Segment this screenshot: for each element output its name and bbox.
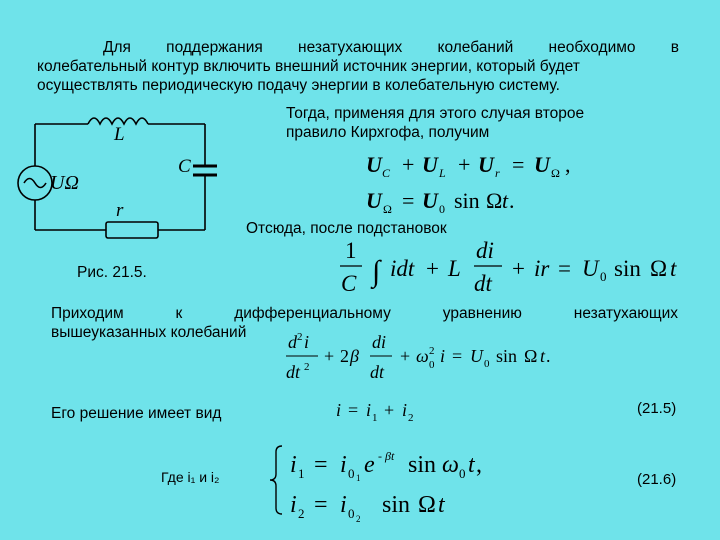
label-inductance: L (114, 124, 125, 145)
svg-text:idt: idt (390, 256, 415, 281)
svg-text:0: 0 (439, 202, 445, 216)
svg-text:∫: ∫ (372, 255, 381, 288)
svg-text:2: 2 (304, 361, 310, 373)
svg-text:L: L (448, 256, 461, 281)
svg-text:t: t (502, 188, 509, 213)
svg-text:Ω: Ω (650, 256, 668, 281)
svg-text:i: i (340, 452, 347, 478)
svg-text:0: 0 (484, 358, 490, 370)
intro-line-1: Для поддержания незатухающих колебаний необходимо в (103, 39, 679, 56)
sine-icon (24, 179, 46, 188)
svg-text:t: t (540, 346, 546, 366)
equation-solution-sum (334, 396, 444, 426)
figure-caption: Рис. 21.5. (77, 264, 147, 281)
svg-text:i: i (336, 400, 342, 420)
svg-text:U: U (366, 152, 382, 177)
label-resistance: r (116, 200, 124, 221)
svg-text:=: = (452, 346, 463, 366)
svg-text:0: 0 (348, 466, 355, 481)
svg-text:0: 0 (348, 506, 355, 521)
svg-text:+: + (458, 152, 471, 177)
svg-text:sin: sin (408, 452, 437, 478)
svg-text:U: U (534, 152, 550, 177)
svg-text:=: = (314, 452, 328, 478)
svg-text:U: U (422, 188, 438, 213)
kirchhoff-line-1: Тогда, применяя для этого случая второе (286, 105, 585, 122)
resistor (106, 222, 158, 238)
svg-text:i: i (440, 346, 446, 366)
svg-text:ir: ir (534, 256, 550, 281)
svg-text:U: U (470, 346, 483, 366)
after-substitution-text: Отсюда, после подстановок (246, 220, 447, 237)
equation-system (270, 440, 530, 524)
svg-text:β: β (350, 346, 359, 366)
svg-text:i: i (290, 492, 297, 518)
circuit-diagram (10, 108, 250, 258)
svg-text:C: C (382, 166, 391, 180)
svg-text:t: t (438, 492, 445, 518)
svg-text:sin: sin (382, 492, 411, 518)
svg-text:0: 0 (459, 466, 466, 481)
equation-ode (284, 330, 584, 392)
svg-text:dt: dt (474, 271, 492, 296)
svg-text:,: , (565, 152, 571, 177)
svg-text:U: U (582, 256, 599, 281)
kirchhoff-text (286, 104, 686, 142)
equation-kirchhoff-sum (362, 148, 662, 218)
svg-text:L: L (439, 166, 446, 180)
svg-text:i: i (290, 452, 297, 478)
intro-paragraph (37, 38, 679, 95)
svg-text:r: r (495, 166, 500, 180)
svg-text:=: = (402, 188, 415, 213)
svg-text:i: i (340, 492, 347, 518)
svg-text:ω: ω (416, 346, 429, 366)
solution-text: Его решение имеет вид (51, 405, 222, 422)
svg-text:t: t (468, 452, 475, 478)
svg-text:U: U (422, 152, 438, 177)
diff-line-2: вышеуказанных колебаний (51, 324, 247, 341)
svg-text:U: U (366, 188, 382, 213)
svg-text:+: + (402, 152, 415, 177)
svg-text:di: di (372, 332, 387, 352)
svg-text:2: 2 (429, 345, 435, 357)
svg-text:ω: ω (442, 452, 459, 478)
intro-line-2: колебательный контур включить внешний источник энергии, который будет (37, 58, 580, 75)
svg-text:e: e (364, 452, 375, 478)
svg-text:+: + (324, 346, 335, 366)
svg-text:U: U (478, 152, 494, 177)
svg-text:,: , (476, 452, 482, 478)
svg-text:Ω: Ω (551, 166, 560, 180)
svg-text:di: di (476, 238, 494, 263)
svg-text:Ω: Ω (524, 346, 538, 366)
svg-text:1: 1 (356, 473, 361, 483)
svg-text:Ω: Ω (418, 492, 436, 518)
svg-text:i: i (402, 400, 408, 420)
system-brace (270, 446, 282, 514)
equation-number-21-6: (21.6) (637, 471, 677, 488)
where-text: Где i₁ и i₂ (161, 469, 220, 485)
svg-text:2: 2 (408, 412, 414, 424)
svg-text:t: t (670, 256, 677, 281)
svg-text:2: 2 (340, 346, 349, 366)
svg-text:C: C (341, 271, 357, 296)
intro-line-3: осуществлять периодическую подачу энергии в колебательную систему. (37, 77, 560, 94)
svg-text:sin: sin (454, 188, 480, 213)
equation-integral-form (336, 236, 706, 302)
equation-number-21-5: (21.5) (637, 400, 677, 417)
svg-text:2: 2 (298, 506, 305, 521)
svg-text:=: = (558, 256, 571, 281)
svg-text:=: = (512, 152, 525, 177)
svg-text:=: = (314, 492, 328, 518)
svg-text:+: + (384, 400, 395, 420)
label-capacitance: C (178, 156, 191, 177)
label-source-voltage: UΩ (50, 172, 79, 194)
svg-text:d: d (288, 332, 297, 352)
svg-text:Ω: Ω (383, 202, 392, 216)
diff-line-1: Приходим к дифференциальному уравнению незатухающих (51, 305, 678, 322)
svg-text:2: 2 (356, 514, 361, 524)
svg-text:Ω: Ω (486, 188, 503, 213)
svg-text:.: . (546, 346, 551, 366)
svg-text:0: 0 (600, 269, 607, 284)
svg-text:-: - (378, 449, 382, 463)
svg-text:i: i (366, 400, 372, 420)
svg-text:βt: βt (385, 449, 395, 463)
svg-text:.: . (509, 188, 515, 213)
svg-text:+: + (400, 346, 411, 366)
svg-text:1: 1 (345, 238, 357, 263)
svg-text:1: 1 (298, 466, 305, 481)
svg-text:+: + (426, 256, 439, 281)
svg-text:sin: sin (496, 346, 518, 366)
svg-text:=: = (348, 400, 359, 420)
svg-text:dt: dt (286, 362, 301, 382)
svg-text:dt: dt (370, 362, 385, 382)
svg-text:+: + (512, 256, 525, 281)
svg-text:i: i (304, 332, 310, 352)
svg-text:0: 0 (429, 359, 435, 371)
svg-text:sin: sin (614, 256, 641, 281)
svg-text:2: 2 (297, 331, 303, 343)
svg-text:1: 1 (372, 412, 378, 424)
kirchhoff-line-2: правило Кирхгофа, получим (286, 124, 490, 141)
